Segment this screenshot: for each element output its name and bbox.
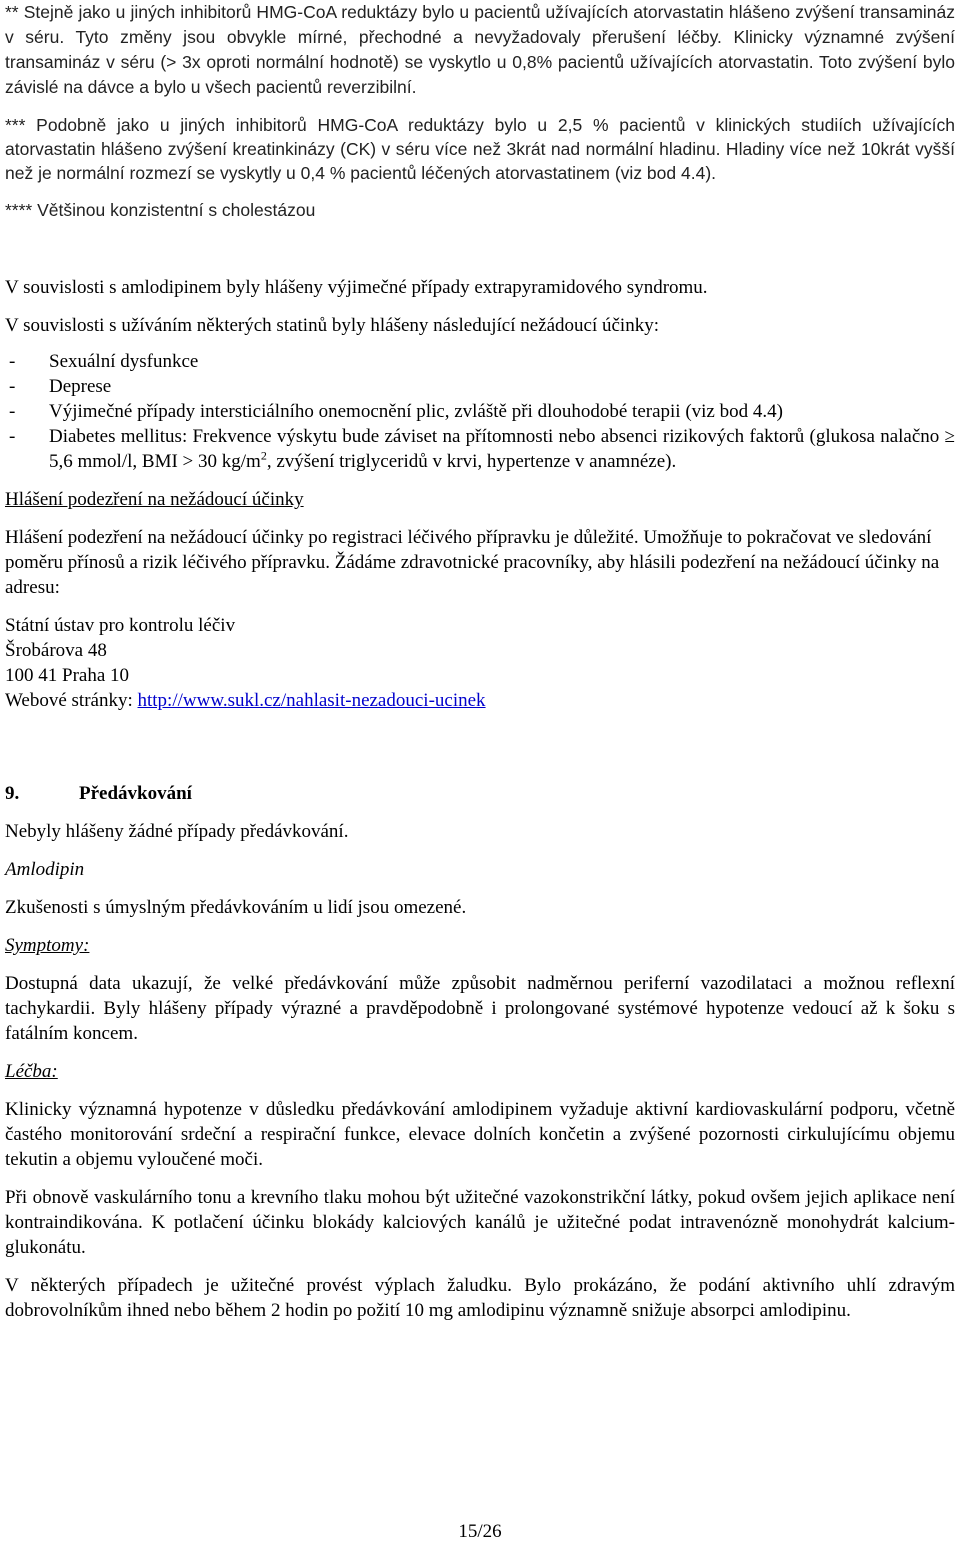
web-label: Webové stránky: [5, 690, 133, 711]
overdose-experience: Zkušenosti s úmyslným předávkováním u lidí jsou omezené. [5, 897, 467, 918]
list-item [5, 374, 955, 399]
section-heading [5, 781, 955, 806]
footnote-cholestasis: **** Většinou konzistentní s cholestázou [5, 200, 316, 220]
reporting-org: Státní ústav pro kontrolu léčiv [5, 615, 236, 636]
page-number: 15/26 [458, 1521, 502, 1542]
greater-equal-symbol: ≥ [944, 426, 956, 447]
list-dash: - [9, 401, 16, 422]
reporting-street: Šrobárova 48 [5, 640, 107, 661]
list-item-text: , zvýšení triglyceridů v krvi, hypertenze v anamnéze). [266, 451, 677, 472]
reporting-city: 100 41 Praha 10 [5, 665, 130, 686]
section-number: 9. [5, 783, 20, 804]
list-item-text: Výjimečné případy intersticiálního onemocnění plic, zvláště při dlouhodobé terapii (viz bod 4.4) [49, 401, 783, 422]
amlodipine-note: V souvislosti s amlodipinem byly hlášeny výjimečné případy extrapyramidového syndromu. [5, 277, 708, 298]
symptoms-label: Symptomy: [5, 935, 90, 956]
list-item-text: Sexuální dysfunkce [49, 351, 199, 372]
list-item [5, 399, 955, 424]
overdose-intro: Nebyly hlášeny žádné případy předávkování. [5, 821, 349, 842]
footnote-transaminases: ** Stejně jako u jiných inhibitorů HMG-CoA reduktázy bylo u pacientů užívajících atorvastatin hlášeno zvýšení transamináz v séru. Tyto změny jsou obvykle mírné, přechodné a nevyžadovaly přerušení léčby. Klinicky významné zvýšení transamináz v séru (> 3x oproti normální hodnotě) se vyskytlo u 0,8% pacientů užívajících atorvastatin. Toto zvýšení bylo závislé na dávce a bylo u všech pacientů reverzibilní. [5, 2, 955, 97]
amlodipin-label: Amlodipin [5, 859, 85, 880]
superscript: 2 [260, 448, 267, 463]
reporting-heading: Hlášení podezření na nežádoucí účinky [5, 489, 304, 510]
list-item-text: 5,6 mmol/l, BMI > 30 kg/m [49, 451, 261, 472]
list-item [5, 424, 955, 474]
reporting-web [5, 688, 955, 713]
statins-adverse-effects-list [5, 349, 955, 474]
document-page [5, 0, 955, 1336]
treatment-paragraph: Klinicky významná hypotenze v důsledku předávkování amlodipinem vyžaduje aktivní kardiovaskulární podporu, včetně častého monitorování srdeční a respirační funkce, elevace dolních končetin a zvýšené pozornosti cirkulujícímu objemu tekutin a objemu vyloučené moči. [5, 1099, 955, 1170]
footnote-creatine-kinase: *** Podobně jako u jiných inhibitorů HMG-CoA reduktázy bylo u 2,5 % pacientů v klinických studiích užívajících atorvastatin hlášeno zvýšení kreatinkinázy (CK) v séru více než 3krát nad normální hladinu. Hladiny více než 10krát vyšší než je normální rozmezí se vyskytly u 0,4 % pacientů léčených atorvastatinem (viz bod 4.4). [5, 115, 955, 183]
treatment-paragraph: Při obnově vaskulárního tonu a krevního tlaku mohou být užitečné vazokonstrikční látky, pokud ovšem jejich aplikace není kontraindikována. K potlačení účinku blokády kalciových kanálů je užitečné podat intravenózně monohydrát kalcium-glukonátu. [5, 1187, 955, 1258]
list-dash: - [9, 351, 16, 372]
symptoms-text: Dostupná data ukazují, že velké předávkování může způsobit nadměrnou periferní vazodilataci a možnou reflexní tachykardii. Byly hlášeny případy výrazné a pravděpodobně i prolongované systémové hypotenze vedoucí až k šoku s fatálním koncem. [5, 973, 955, 1044]
list-item-text: Diabetes mellitus: Frekvence výskytu bude záviset na přítomnosti nebo absenci rizikových faktorů (glukosa nalačno [49, 426, 940, 447]
statins-intro: V souvislosti s užíváním některých statinů byly hlášeny následující nežádoucí účinky: [5, 315, 659, 336]
reporting-text: Hlášení podezření na nežádoucí účinky po registraci léčivého přípravku je důležité. Umožňuje to pokračovat ve sledování poměru přínosů a rizik léčivého přípravku. Žádáme zdravotnické pracovníky, aby hlásili podezření na nežádoucí účinky na adresu: [5, 527, 940, 598]
list-item-text: Deprese [49, 376, 112, 397]
treatment-label: Léčba: [5, 1061, 58, 1082]
list-dash: - [9, 426, 16, 447]
section-title: Předávkování [79, 783, 192, 804]
list-dash: - [9, 376, 16, 397]
treatment-paragraph: V některých případech je užitečné provést výplach žaludku. Bylo prokázáno, že podání aktivního uhlí zdravým dobrovolníkům ihned nebo během 2 hodin po požití 10 mg amlodipinu významně snižuje absorpci amlodipinu. [5, 1275, 955, 1321]
sukl-link[interactable]: http://www.sukl.cz/nahlasit-nezadouci-ucinek [137, 690, 486, 711]
list-item [5, 349, 955, 374]
